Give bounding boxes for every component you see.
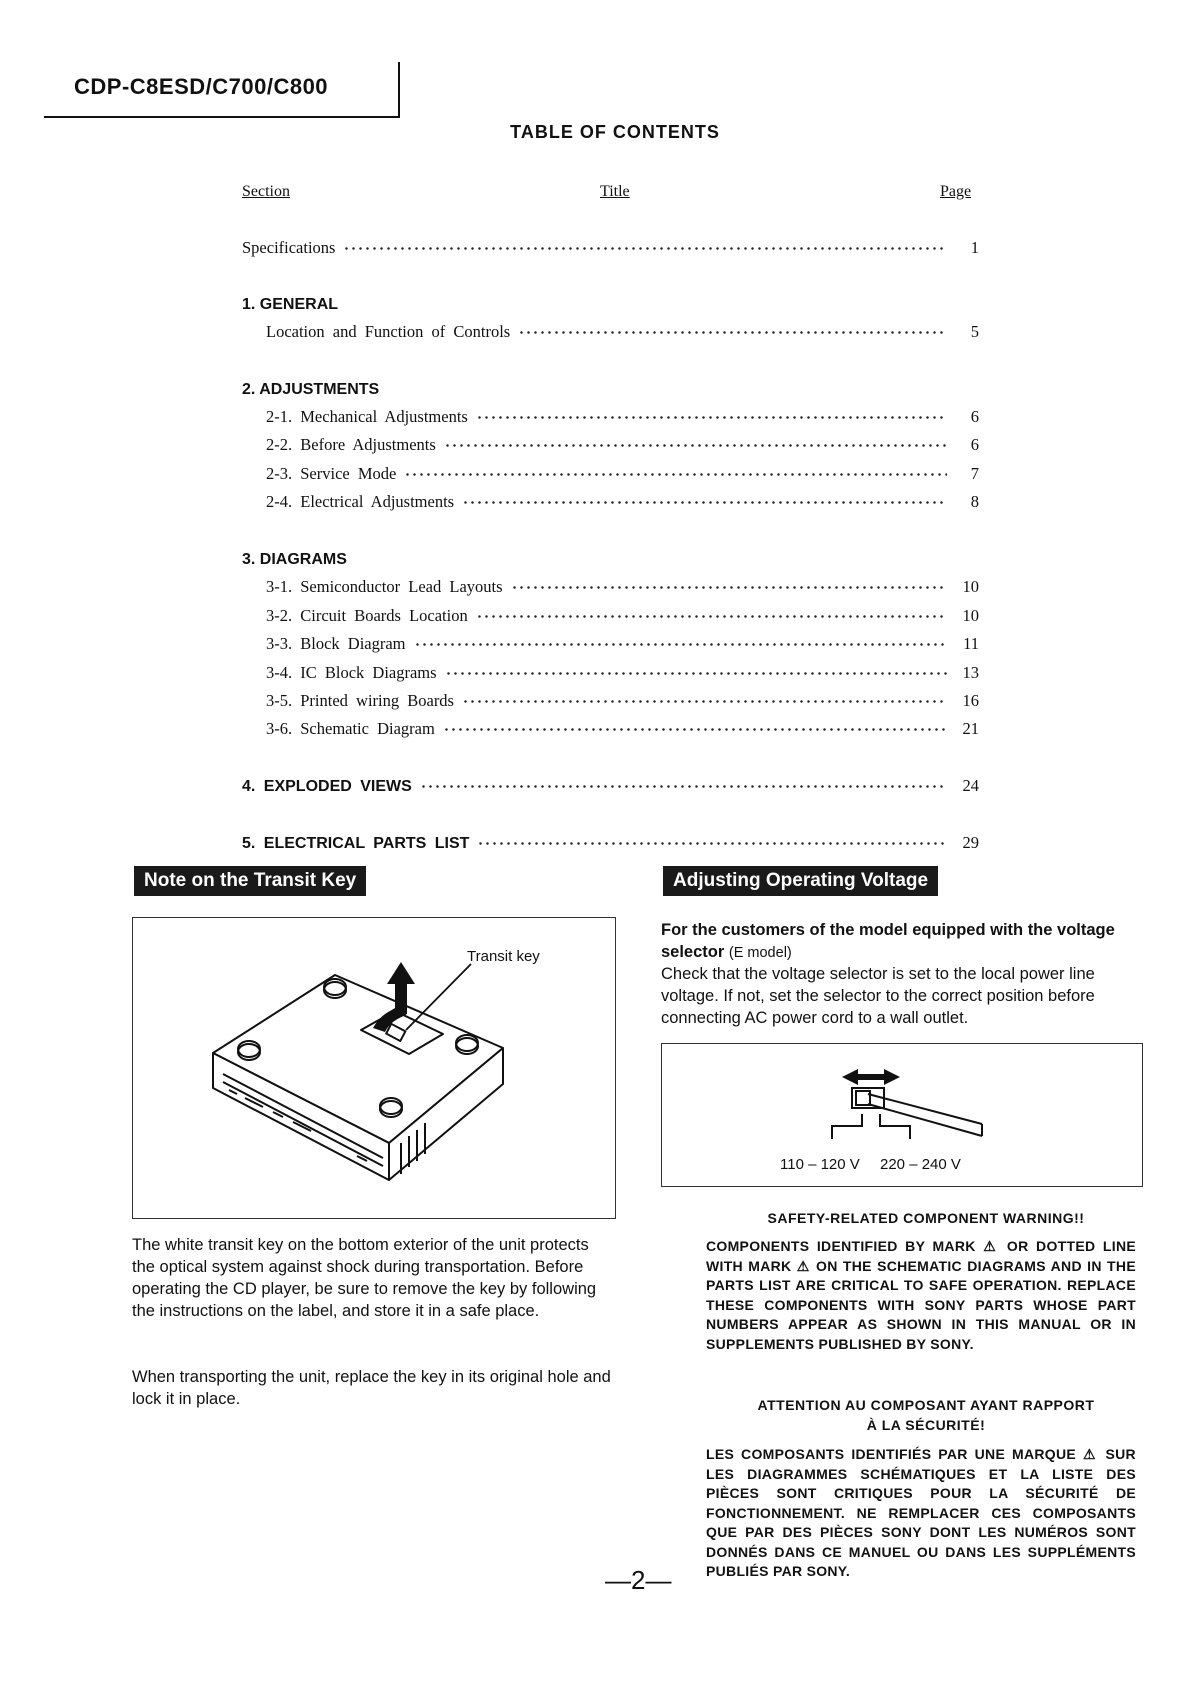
safety-warning-title-fr [706,1396,1146,1435]
header-rule [44,116,400,118]
toc-entry-page: 21 [962,719,979,738]
toc-col-page: Page [940,183,972,200]
toc-section-general: 1. GENERAL [242,296,339,313]
safety-en-text-3: ON THE SCHEMATIC DIAGRAMS AND IN THE PARTS LIST ARE CRITICAL TO SAFE OPERATION. REPLACE THESE COMPONENTS WITH SONY PARTS WHOSE PART NUMBERS APPEAR AS SHOWN IN THIS MANUAL OR IN SUPPLEMENTS PUBLISHED BY SONY. [706,1257,1136,1352]
toc-leader-dots [477,842,947,845]
warning-triangle-icon: ⚠ [983,1238,1000,1254]
toc-entry-page: 8 [970,492,979,511]
toc-entry-page: 6 [970,435,979,454]
toc-leader-dots [445,672,947,675]
toc-entry[interactable] [266,435,979,457]
toc-title: TABLE OF CONTENTS [510,122,720,142]
toc-entry[interactable] [266,606,979,628]
toc-entry[interactable] [266,634,979,656]
toc-entry-page: 7 [970,464,979,483]
toc-entry-page: 13 [962,663,979,682]
toc-leader-dots [444,444,947,447]
toc-entry-page: 1 [970,238,979,257]
safety-warning-body-en [706,1237,1136,1354]
operating-voltage-banner: Adjusting Operating Voltage [663,866,938,896]
voltage-heading [661,919,1151,964]
cd-player-illustration [133,918,615,1218]
toc-entry-label: Specifications [242,238,336,257]
voltage-heading-model: (E model) [728,945,792,961]
safety-fr-text-1: LES COMPOSANTS IDENTIFIÉS PAR UNE MARQUE [706,1446,1077,1462]
transit-key-paragraph-2: When transporting the unit, replace the key in its original hole and lock it in place. [132,1368,611,1408]
toc-entry[interactable] [266,577,979,599]
safety-warning-title-en: SAFETY-RELATED COMPONENT WARNING!! [767,1210,1085,1226]
toc-entry-page: 24 [962,776,979,795]
page-number: —2— [605,1565,672,1595]
toc-entry-label: 3-3. Block Diagram [266,634,406,653]
toc-leader-dots [404,473,947,476]
toc-entry-exploded-views[interactable] [242,776,979,798]
toc-entry[interactable] [266,322,979,344]
toc-entry-label: 5. ELECTRICAL PARTS LIST [242,835,470,852]
toc-entry-page: 11 [963,634,979,653]
toc-leader-dots [443,728,947,731]
toc-entry-label: 2-1. Mechanical Adjustments [266,407,468,426]
transit-key-banner: Note on the Transit Key [134,866,366,896]
toc-leader-dots [462,700,947,703]
header-rule-vertical [398,62,400,117]
toc-entry-parts-list[interactable] [242,833,979,855]
safety-en-text-2: OR DOTTED LINE WITH MARK [706,1238,1136,1274]
safety-fr-title-line-2: À LA SÉCURITÉ! [866,1416,986,1433]
toc-col-title: Title [600,183,630,200]
safety-warning-body-fr [706,1445,1136,1582]
toc-leader-dots [462,501,947,504]
toc-leader-dots [511,586,947,589]
toc-leader-dots [414,643,947,646]
toc-entry-page: 10 [962,606,979,625]
toc-entry-page: 6 [970,407,979,426]
toc-entry-page: 5 [970,322,979,341]
toc-entry[interactable] [266,719,979,741]
toc-entry-label: 2-3. Service Mode [266,464,397,483]
toc-leader-dots [518,331,947,334]
toc-entry-specifications[interactable] [242,238,979,260]
voltage-selector-figure [661,1043,1143,1187]
safety-en-text-1: COMPONENTS IDENTIFIED BY MARK [706,1238,976,1254]
warning-triangle-icon: ⚠ [796,1257,811,1274]
safety-fr-text-2: SUR LES DIAGRAMMES SCHÉMATIQUES ET LA LISTE DES PIÈCES SONT CRITIQUES POUR LA SÉCURITÉ DE FONCTIONNEMENT. NE REMPLACER CES COMPOSANTS QUE PAR DES PIÈCES SONY DONT LES NUMÉROS SONT DONNÉS DANS CE MANUEL OU DANS LES SUPPLÉMENTS PUBLIÉS PAR SONY. [706,1446,1136,1579]
toc-entry-label: 3-1. Semiconductor Lead Layouts [266,577,503,596]
toc-entry-label: 3-2. Circuit Boards Location [266,606,468,625]
transit-key-paragraph-1: The white transit key on the bottom exterior of the unit protects the optical system against shock during transportation. Before operating the CD player, be sure to remove the key by following the instructions on the label, and store it in a safe place. [132,1236,597,1320]
toc-entry-label: Location and Function of Controls [266,322,511,341]
toc-leader-dots [476,615,947,618]
toc-entry[interactable] [266,663,979,685]
transit-key-label: Transit key [467,948,540,965]
model-title: CDP-C8ESD/C700/C800 [74,74,329,99]
toc-col-section: Section [242,183,290,200]
warning-triangle-icon: ⚠ [1082,1446,1099,1462]
toc-entry-page: 16 [962,691,979,710]
toc-entry-label: 3-5. Printed wiring Boards [266,691,454,710]
toc-entry-label: 3-4. IC Block Diagrams [266,663,437,682]
toc-entry-page: 29 [962,833,979,852]
transit-key-figure [132,917,616,1219]
toc-section-diagrams: 3. DIAGRAMS [242,551,347,568]
voltage-label-low: 110 – 120 V [780,1156,860,1173]
voltage-heading-text: For the customers of the model equipped with the voltage selector [661,921,1115,961]
toc-entry[interactable] [266,691,979,713]
toc-entry[interactable] [266,407,979,429]
toc-leader-dots [343,247,947,250]
toc-entry-label: 4. EXPLODED VIEWS [242,778,412,795]
toc-leader-dots [476,416,947,419]
toc-leader-dots [420,785,947,788]
toc-entry-page: 10 [962,577,979,596]
toc-entry[interactable] [266,492,979,514]
voltage-paragraph: Check that the voltage selector is set to the local power line voltage. If not, set the selector to the correct position before connecting AC power cord to a wall outlet. [661,965,1095,1027]
toc-entry-label: 2-2. Before Adjustments [266,435,436,454]
toc-entry-label: 3-6. Schematic Diagram [266,719,435,738]
toc-entry-label: 2-4. Electrical Adjustments [266,492,455,511]
toc-entry[interactable] [266,464,979,486]
safety-fr-title-line-1: ATTENTION AU COMPOSANT AYANT RAPPORT [757,1397,1095,1413]
voltage-label-high: 220 – 240 V [880,1156,961,1173]
toc-section-adjustments: 2. ADJUSTMENTS [242,381,380,398]
